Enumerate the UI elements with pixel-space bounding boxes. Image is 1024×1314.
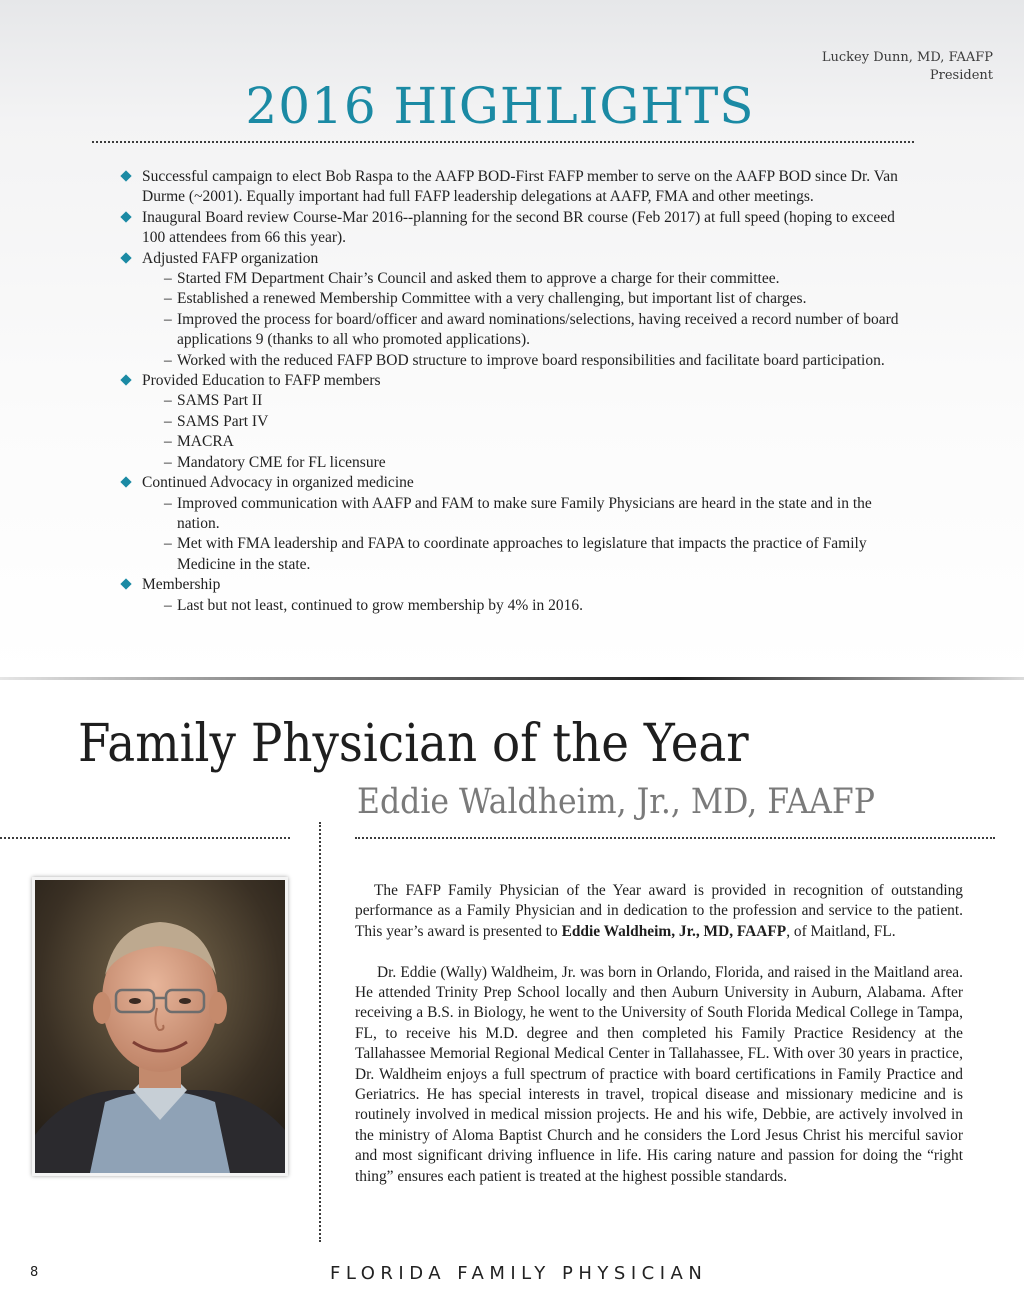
highlight-item — [122, 575, 912, 616]
dash-bullet: – — [164, 433, 172, 451]
highlight-subitem — [164, 391, 912, 411]
dash-bullet: – — [164, 290, 172, 308]
subitem-text: Met with FMA leadership and FAPA to coordinate approaches to legislature that impacts the practice of Family Medicine in the state. — [177, 535, 867, 573]
author-name: Luckey Dunn, MD, FAAFP — [821, 50, 993, 65]
highlight-subitem — [164, 412, 912, 432]
dash-bullet: – — [164, 596, 172, 614]
award-title: Family Physician of the Year — [78, 714, 749, 774]
highlight-subitem — [164, 351, 912, 371]
highlight-item — [122, 208, 912, 249]
highlight-item — [122, 473, 912, 575]
dash-bullet: – — [164, 535, 172, 553]
subitem-text: Improved the process for board/officer and award nominations/selections, having received a record number of board applications 9 (thanks to all who promoted applications). — [177, 310, 899, 349]
highlights-title: 2016 HIGHLIGHTS — [245, 77, 755, 135]
dash-bullet: – — [164, 270, 172, 288]
publication-name: FLORIDA FAMILY PHYSICIAN — [330, 1263, 708, 1284]
subitem-text: Worked with the reduced FAFP BOD structure to improve board responsibilities and facilitate board participation. — [177, 351, 885, 369]
left-dotted-rule — [0, 837, 290, 839]
dash-bullet: – — [164, 351, 172, 369]
highlight-text: Provided Education to FAFP members — [142, 372, 381, 390]
honoree-name-bold: Eddie Waldheim, Jr., MD, FAAFP — [561, 922, 787, 940]
dash-bullet: – — [164, 494, 172, 512]
highlight-subitem — [164, 269, 912, 289]
highlight-sublist — [142, 391, 912, 473]
award-article — [355, 881, 963, 1187]
highlight-text: Successful campaign to elect Bob Raspa to the AAFP BOD-First FAFP member to serve on the AAFP BOD since Dr. Van Durme (~2001). Equally important had full FAFP leadership delegations at AAFP, FMA and other meetings. — [142, 168, 898, 206]
subitem-text: Established a renewed Membership Committee with a very challenging, but important list of charges. — [177, 290, 807, 308]
intro-text-end: , of Maitland, FL. — [786, 922, 896, 940]
highlight-sublist — [142, 269, 912, 371]
author-role: President — [929, 68, 993, 83]
highlight-sublist — [142, 494, 912, 576]
highlight-subitem — [164, 453, 912, 473]
diamond-bullet-icon — [120, 211, 131, 222]
highlight-text: Adjusted FAFP organization — [142, 249, 319, 267]
intro-text: The FAFP Family Physician of the Year award is provided in recognition of outstanding performance as a Family Physician and in dedication to the profession and service to the patient. This year’s award is presented to — [355, 882, 963, 940]
section-divider — [0, 677, 1024, 680]
highlight-item — [122, 167, 912, 208]
highlight-text: Inaugural Board review Course-Mar 2016--planning for the second BR course (Feb 2017) at full speed (hoping to exceed 100 attendees from 66 this year). — [142, 208, 895, 247]
honoree-photo — [32, 877, 288, 1176]
subitem-text: SAMS Part II — [177, 392, 263, 410]
diamond-bullet-icon — [120, 578, 131, 589]
diamond-bullet-icon — [120, 374, 131, 385]
dash-bullet: – — [164, 392, 172, 410]
highlight-sublist — [142, 596, 912, 616]
highlight-subitem — [164, 432, 912, 452]
highlight-item — [122, 371, 912, 473]
diamond-bullet-icon — [120, 476, 131, 487]
right-dotted-rule — [355, 837, 995, 839]
highlight-subitem — [164, 310, 912, 351]
dash-bullet: – — [164, 453, 172, 471]
highlight-subitem — [164, 494, 912, 535]
highlight-text: Membership — [142, 576, 221, 594]
column-dotted-rule — [319, 822, 321, 1242]
highlight-subitem — [164, 534, 912, 575]
page-number: 8 — [30, 1265, 39, 1280]
article-paragraph-intro — [355, 881, 963, 942]
dash-bullet: – — [164, 310, 172, 328]
subitem-text: Last but not least, continued to grow membership by 4% in 2016. — [177, 596, 583, 614]
diamond-bullet-icon — [120, 170, 131, 181]
dash-bullet: – — [164, 412, 172, 430]
honoree-name: Eddie Waldheim, Jr., MD, FAAFP — [357, 782, 875, 822]
portrait-illustration — [35, 880, 285, 1173]
subitem-text: SAMS Part IV — [177, 412, 269, 430]
subitem-text: Mandatory CME for FL licensure — [177, 453, 386, 471]
highlight-subitem — [164, 289, 912, 309]
article-paragraph-bio: Dr. Eddie (Wally) Waldheim, Jr. was born in Orlando, Florida, and raised in the Maitland area. He attended Trinity Prep School locally and then Auburn University in Auburn, Alabama. After receiving a B.S. in Biology, he went to the University of South Florida Medical College in Tampa, FL, to receive his M.D. degree and then completed his Family Practice Residency at the Tallahassee Memorial Regional Medical Center in Tallahassee, FL. With over 30 years in practice, Dr. Waldheim enjoys a full spectrum of practice with board certifications in Family Practice and Geriatrics. He has special interests in travel, tropical disease and missionary medicine and is routinely involved in medical mission projects. He and his wife, Debbie, are actively involved in the ministry of Aloma Baptist Church and he considers the Lord Jesus Christ his merciful savior and most significant driving influence in life. His caring nature and passion for doing the “right thing” ensures each patient is treated at the highest possible standards. — [355, 963, 963, 1185]
subitem-text: Improved communication with AAFP and FAM to make sure Family Physicians are heard in the state and in the nation. — [177, 494, 872, 532]
highlight-text: Continued Advocacy in organized medicine — [142, 474, 414, 492]
highlight-item — [122, 249, 912, 371]
highlight-subitem — [164, 596, 912, 616]
diamond-bullet-icon — [120, 252, 131, 263]
highlights-list — [122, 167, 912, 616]
subitem-text: MACRA — [177, 433, 234, 451]
subitem-text: Started FM Department Chair’s Council and asked them to approve a charge for their committee. — [177, 270, 780, 288]
highlights-dotted-rule — [92, 141, 914, 143]
